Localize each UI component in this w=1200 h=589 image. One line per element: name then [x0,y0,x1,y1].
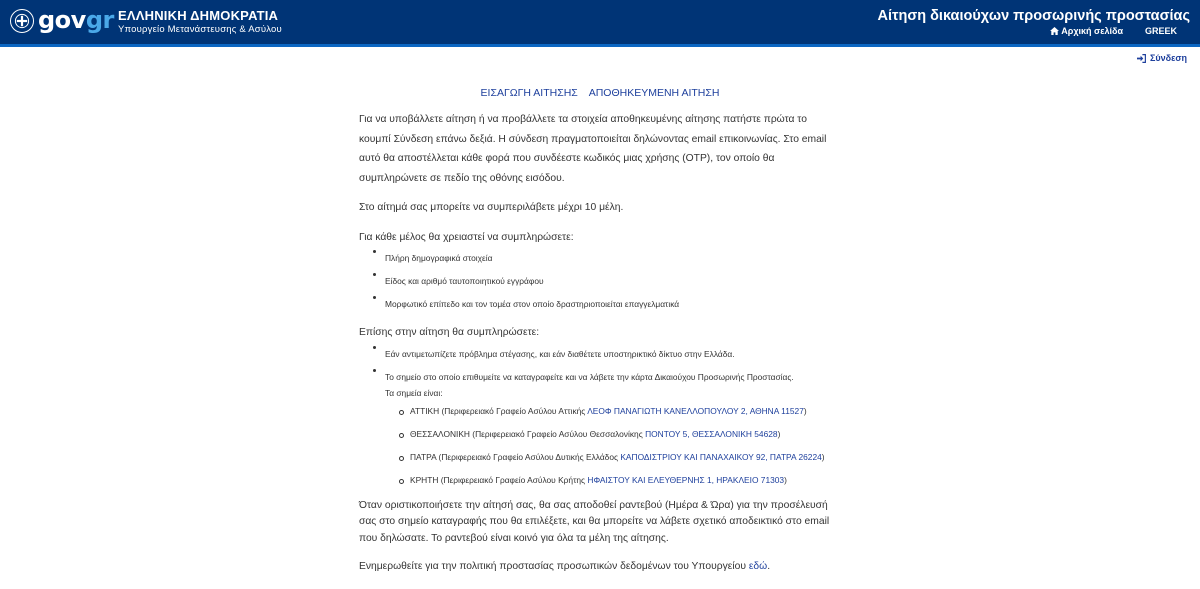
registration-point-text: Το σημείο στο οποίο επιθυμείτε να καταγραφείτε και να λάβετε την κάρτα Δικαιούχου Προσωρινής Προστασίας. [385,371,794,382]
home-link[interactable] [1050,26,1123,36]
tab-application-entry[interactable]: ΕΙΣΑΓΩΓΗ ΑΙΤΗΣΗΣ [480,87,578,99]
list-item [359,426,834,443]
also-list [359,346,834,401]
registration-points-list [359,403,834,489]
privacy-link[interactable]: εδώ [748,561,768,572]
list-item [359,449,834,466]
address-link[interactable]: ΚΑΠΟΔΙΣΤΡΙΟΥ ΚΑΙ ΠΑΝΑΧΑΙΚΟΥ 92, ΠΑΤΡΑ 26224 [620,451,822,462]
list-item [359,369,834,401]
app-title: Αίτηση δικαιούχων προσωρινής προστασίας [877,8,1190,24]
govgr-logo[interactable] [38,6,114,34]
point-label: ΚΡΗΤΗ (Περιφερειακό Γραφείο Ασύλου Κρήτης [410,474,588,485]
header-stripe [0,44,1200,47]
point-close: ) [784,474,787,485]
tab-saved-application[interactable]: ΑΠΟΘΗΚΕΥΜΕΝΗ ΑΙΤΗΣΗ [588,87,720,99]
main-content [359,110,834,577]
logo-gr-text: gr [85,6,114,34]
home-icon [1050,27,1059,35]
point-label: ΘΕΣΣΑΛΟΝΙΚΗ (Περιφερειακό Γραφείο Ασύλου Θεσσαλονίκης [410,428,646,439]
list-item: Πλήρη δημογραφικά στοιχεία [359,250,834,267]
list-item [359,403,834,420]
intro-paragraph: Για να υποβάλλετε αίτηση ή να προβάλλετε τα στοιχεία αποθηκευμένης αίτησης πατήστε πρώτα το κουμπί Σύνδεση επάνω δεξιά. Η σύνδεση πραγματοποιείται δηλώνοντας email επικοινωνίας. Στο email αυτό θα αποστέλλεται κάθε φορά που συνδέεστε κωδικός μιας χρήσης (OTP), τον οποίο θα συμπληρώνετε σε πεδίο της οθόνης εισόδου. [359,114,827,184]
ministry-block [118,9,282,36]
per-member-heading: Για κάθε μέλος θα χρειαστεί να συμπληρώσετε: [359,231,574,243]
address-link[interactable]: ΗΦΑΙΣΤΟΥ ΚΑΙ ΕΛΕΥΘΕΡΝΗΣ 1, ΗΡΑΚΛΕΙΟ 71303 [587,474,785,485]
header-links [1050,26,1177,36]
also-heading: Επίσης στην αίτηση θα συμπληρώσετε: [359,327,540,338]
greek-emblem-icon [10,9,34,33]
address-link[interactable]: ΠΟΝΤΟΥ 5, ΘΕΣΣΑΛΟΝΙΚΗ 54628 [645,428,778,439]
logo-gov-text: gov [38,6,86,34]
appointment-paragraph: Όταν οριστικοποιήσετε την αίτησή σας, θα σας αποδοθεί ραντεβού (Ημέρα & Ώρα) για την προσέλευσή σας στο σημείο καταγραφής που θα επιλέξετε, και θα μπορείτε να λάβετε σχετικό αποδεικτικό στο email που δηλώσατε. Το ραντεβού είναι κοινό για όλα τα μέλη της αίτησης. [359,499,830,544]
sign-in-icon [1137,54,1146,63]
point-close: ) [803,405,807,416]
language-selector[interactable]: GREEK [1144,26,1177,36]
privacy-text: Ενημερωθείτε για την πολιτική προστασίας προσωπικών δεδομένων του Υπουργείου [359,561,749,572]
point-close: ) [777,428,781,439]
privacy-end: . [767,561,771,572]
top-header [0,0,1200,44]
list-item: Είδος και αριθμό ταυτοποιητικού εγγράφου [359,273,834,290]
address-link[interactable]: ΛΕΟΦ ΠΑΝΑΓΙΩΤΗ ΚΑΝΕΛΛΟΠΟΥΛΟΥ 2, ΑΘΗΝΑ 11527 [587,405,804,416]
point-close: ) [821,451,825,462]
point-label: ΑΤΤΙΚΗ (Περιφερειακό Γραφείο Ασύλου Αττικής [410,405,588,416]
home-link-label: Αρχική σελίδα [1061,26,1123,36]
members-paragraph: Στο αίτημά σας μπορείτε να συμπεριλάβετε μέχρι 10 μέλη. [359,202,624,213]
list-item [359,472,834,489]
privacy-paragraph [359,557,834,577]
points-heading: Τα σημεία είναι: [385,387,443,398]
login-link[interactable] [1137,53,1187,63]
point-label: ΠΑΤΡΑ (Περιφερειακό Γραφείο Ασύλου Δυτικής Ελλάδος [410,451,621,462]
list-item: Εάν αντιμετωπίζετε πρόβλημα στέγασης, και εάν διαθέτετε υποστηρικτικό δίκτυο στην Ελλάδα. [359,346,834,363]
page-tabs [0,87,1200,99]
org-title: ΕΛΛΗΝΙΚΗ ΔΗΜΟΚΡΑΤΙΑ [118,8,279,23]
list-item: Μορφωτικό επίπεδο και τον τομέα στον οποίο δραστηριοποιείται επαγγελματικά [359,296,834,313]
per-member-list [359,250,834,313]
ministry-name: Υπουργείο Μετανάστευσης & Ασύλου [118,24,282,35]
login-label: Σύνδεση [1149,53,1187,63]
